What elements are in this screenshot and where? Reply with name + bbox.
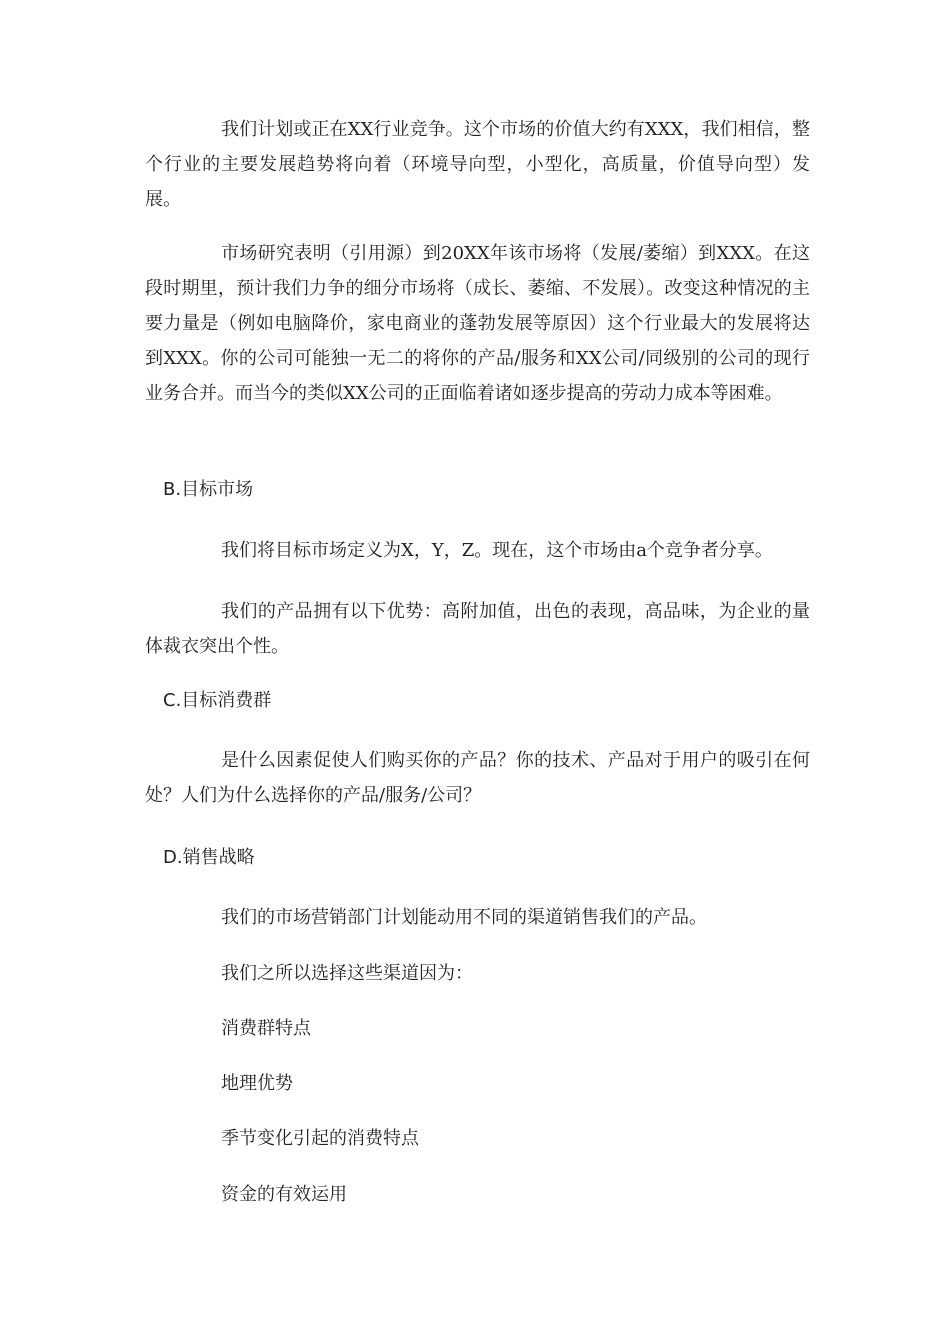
- heading-sales-strategy: D.销售战略: [163, 847, 255, 868]
- list-item-reason: 季节变化引起的消费特点: [221, 1128, 419, 1149]
- heading-target-market: B.目标市场: [163, 479, 254, 500]
- list-item-reason: 消费群特点: [221, 1018, 311, 1039]
- paragraph-industry-overview: 我们计划或正在XX行业竞争。这个市场的价值大约有XXX，我们相信，整个行业的主要发展趋势将向着（环境导向型，小型化，高质量，价值导向型）发展。: [145, 119, 810, 210]
- list-item-reason: 地理优势: [221, 1073, 293, 1094]
- heading-target-consumers: C.目标消费群: [163, 690, 272, 711]
- paragraph-market-research: 市场研究表明（引用源）到20XX年该市场将（发展/萎缩）到XXX。在这段时期里，预计我们力争的细分市场将（成长、萎缩、不发展）。改变这种情况的主要力量是（例如电脑降价，家电商业的蓬勃发展等原因）这个行业最大的发展将达到XXX。你的公司可能独一无二的将你的产品/服务和XX公司/同级别的公司的现行业务合并。而当今的类似XX公司的正面临着诸如逐步提高的劳动力成本等困难。: [145, 243, 810, 404]
- paragraph-channel-reasons: 我们之所以选择这些渠道因为：: [221, 963, 473, 984]
- paragraph-target-market-definition: 我们将目标市场定义为X，Y，Z。现在，这个市场由a个竞争者分享。: [221, 540, 773, 561]
- paragraph-consumer-questions: 是什么因素促使人们购买你的产品？你的技术、产品对于用户的吸引在何处？人们为什么选择你的产品/服务/公司？: [145, 750, 810, 806]
- paragraph-product-advantages: 我们的产品拥有以下优势：高附加值，出色的表现，高品味，为企业的量体裁衣突出个性。: [145, 601, 810, 657]
- paragraph-marketing-channels: 我们的市场营销部门计划能动用不同的渠道销售我们的产品。: [221, 907, 707, 928]
- list-item-reason: 资金的有效运用: [221, 1184, 347, 1205]
